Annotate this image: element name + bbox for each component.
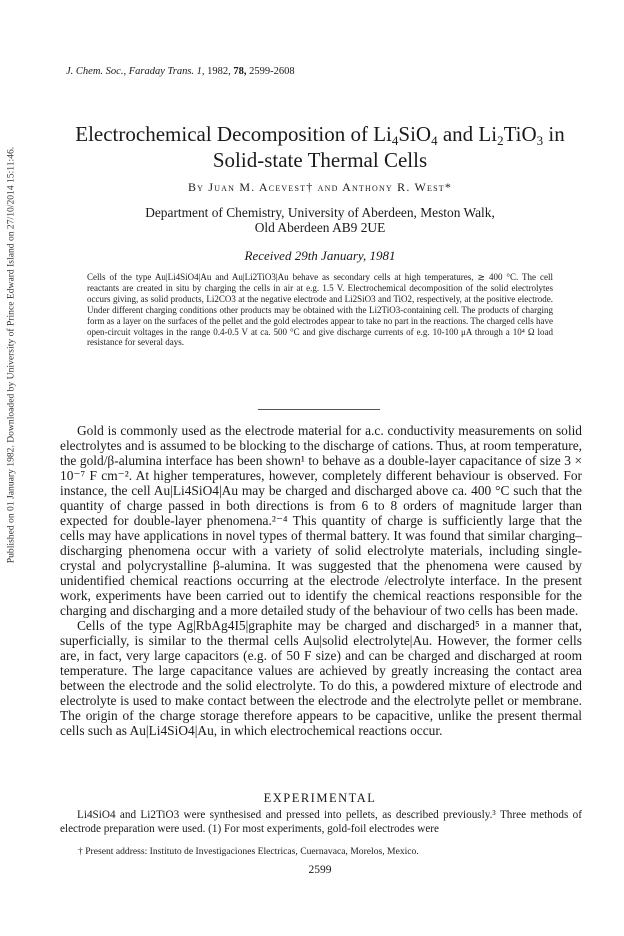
experimental-section (60, 808, 582, 836)
journal-year: 1982, (207, 66, 231, 77)
title-part: and Li (437, 122, 498, 146)
title-part: Electrochemical Decomposition of Li (75, 122, 392, 146)
title-part: in (543, 122, 565, 146)
footnote: † Present address: Instituto de Investigaciones Electricas, Cuernavaca, Morelos, Mexico. (78, 846, 419, 857)
page-number: 2599 (308, 864, 332, 876)
abstract (87, 272, 553, 348)
article-title (60, 121, 580, 173)
received-date: Received 29th January, 1981 (244, 248, 396, 263)
affiliation (60, 205, 580, 235)
introduction (60, 423, 582, 738)
title-subscript: 2 (497, 133, 504, 148)
paragraph-2: Cells of the type Ag|RbAg4I5|graphite may be charged and discharged⁵ in a manner that, superficially, is similar to the thermal cells Au|solid electrolyte|Au. However, the former cells are, in fact, very large capacitors (e.g. of 50 F size) and can be charged and discharged at room temperature. The large capacitance values are achieved by greatly increasing the contact area between the electrode and the solid electrolyte. To do this, a powdered mixture of electrode and electrolyte is used to make contact between the electrode and the electrolyte pellet or membrane. The origin of the charge storage therefore appears to be capacitive, unlike the present thermal cells such as Au|Li4SiO4|Au, in which electrochemical reactions occur. (60, 618, 582, 738)
title-part: TiO (503, 122, 537, 146)
section-heading: EXPERIMENTAL (263, 791, 377, 805)
title-subscript: 3 (536, 133, 544, 148)
title-line-1 (60, 121, 580, 147)
title-part: SiO (398, 122, 432, 146)
experimental-text: Li4SiO4 and Li2TiO3 were synthesised and pressed into pellets, as described previously.³ Three methods of electrode preparation were used. (1) For most experiments, gold-foil electrodes were (60, 809, 582, 835)
journal-name: J. Chem. Soc., Faraday Trans. 1, (66, 66, 205, 77)
affiliation-line-1: Department of Chemistry, University of Aberdeen, Meston Walk, (145, 205, 495, 220)
download-watermark-text: Published on 01 January 1982. Downloaded by University of Prince Edward Island on 27/10/2014 15:11:46. (5, 146, 17, 564)
affiliation-line-2: Old Aberdeen AB9 2UE (254, 220, 386, 235)
title-line-2: Solid-state Thermal Cells (212, 148, 428, 172)
author-list: By Juan M. Acevest† and Anthony R. West* (187, 180, 453, 194)
journal-pages: 2599-2608 (249, 66, 295, 77)
paragraph-1: Gold is commonly used as the electrode material for a.c. conductivity measurements on solid electrolytes and is assumed to be blocking to the discharge of cations. Thus, at room temperature, the gold/β-alumina interface has been shown¹ to behave as a double-layer capacitance of size 3 × 10⁻⁷ F cm⁻². At higher temperatures, however, completely different behaviour is observed. For instance, the cell Au|Li4SiO4|Au may be charged and discharged above ca. 400 °C such that the quantity of charge passed in both directions is from 6 to 8 orders of magnitude larger than expected for double-layer phenomena.²⁻⁴ This quantity of charge is sufficiently large that the cells may have applications in novel types of thermal battery. It was found that similar charging–discharging phenomena occur with a variety of solid electrolyte materials, including single-crystal and polycrystalline β-alumina. It was suggested that the phenomena were caused by unidentified chemical reactions occurring at the electrode /electrolyte interface. In the present work, experiments have been carried out to identify the chemical reactions responsible for the charging and discharging and a more detailed study of the behaviour of two cells has been made. (60, 423, 582, 618)
title-subscript: 4 (391, 133, 399, 148)
title-subscript: 4 (431, 133, 438, 148)
download-watermark (4, 120, 18, 590)
journal-volume: 78, (233, 66, 247, 77)
abstract-text: Cells of the type Au|Li4SiO4|Au and Au|Li2TiO3|Au behave as secondary cells at high temperatures, ≳ 400 °C. The cell reactants are created in situ by charging the cells in air at e.g. 1.5 V. Electrochemical decomposition of the solid electrolytes occurs giving, as solid products, Li2CO3 at the negative electrode and Li2SiO3 and TiO2, respectively, at the positive electrode. Under different charging conditions other products may be obtained with the Li2TiO3-containing cell. The products of charging form as a layer on the surfaces of the pellet and the gold electrodes appear to take no part in the reactions. The charged cells have open-circuit voltages in the range 0.4-0.5 V at ca. 500 °C and give discharge currents of e.g. 10-100 μA through a 10⁴ Ω load resistance for several days. (87, 272, 553, 348)
section-divider (258, 409, 380, 410)
journal-citation (66, 66, 295, 77)
